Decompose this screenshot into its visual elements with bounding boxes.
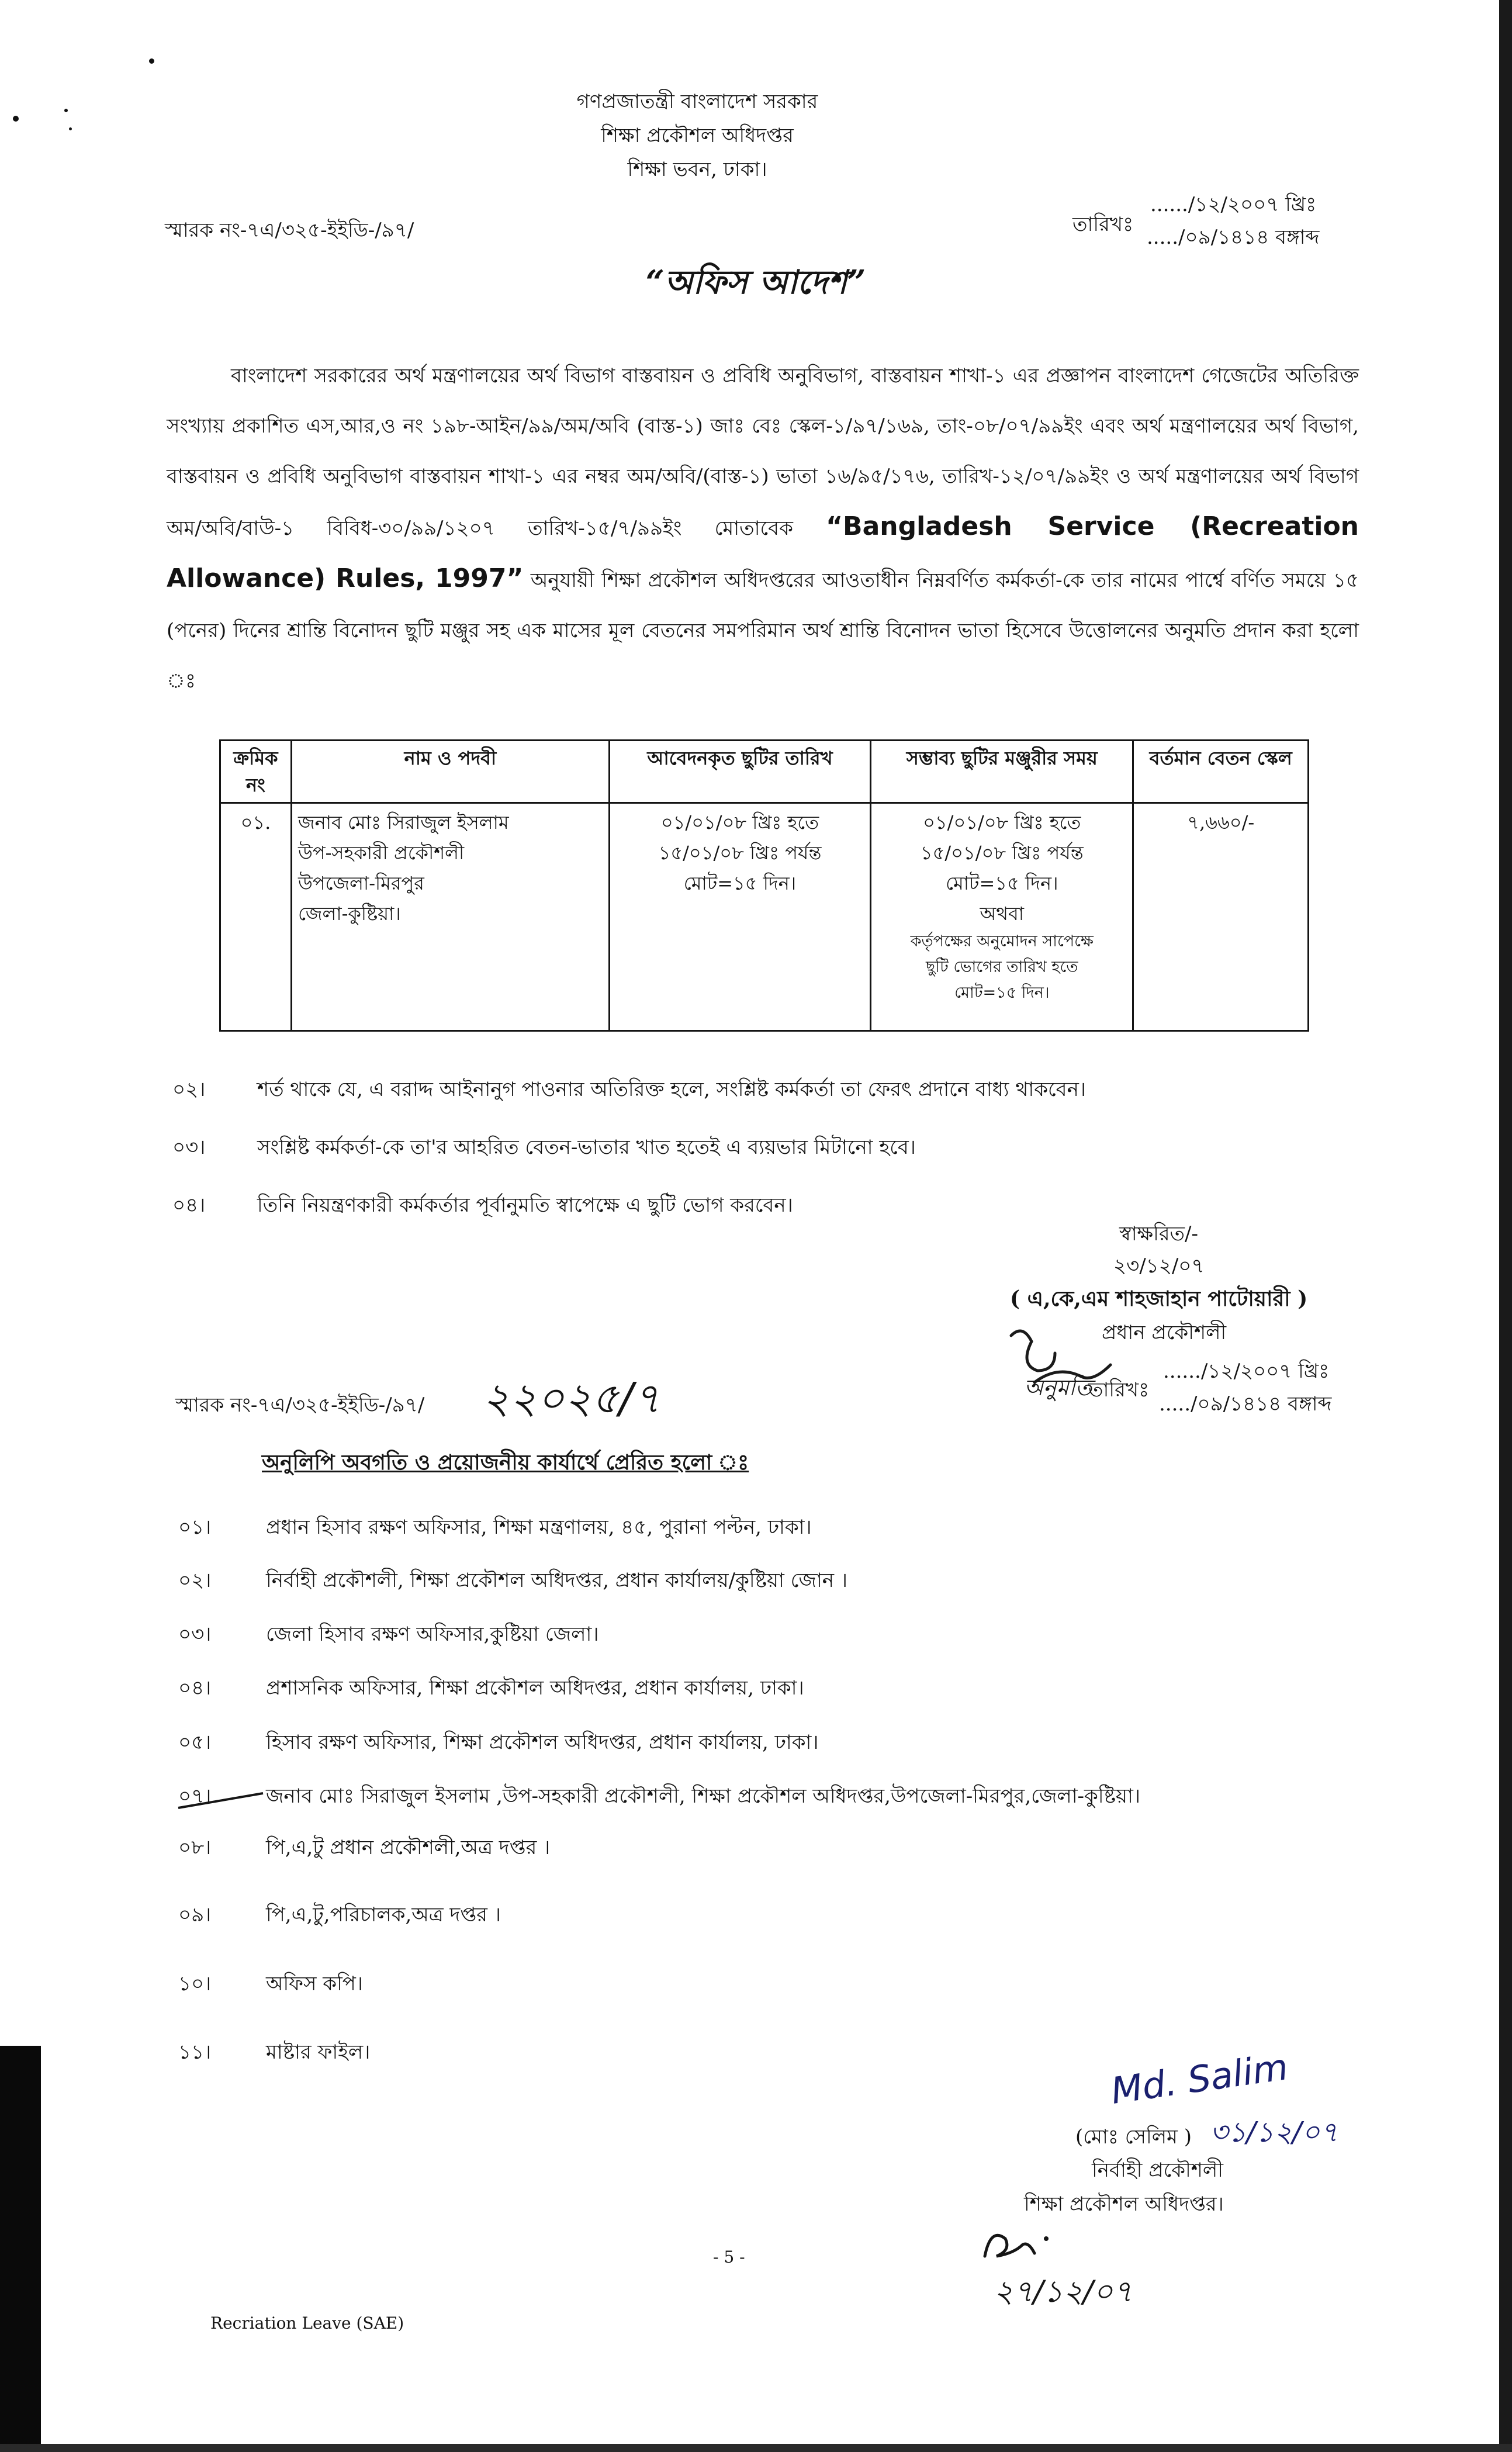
signatory-name: ( এ,কে,এম শাহজাহান পাটোয়ারী ) [1010,1286,1308,1311]
cc-item: ০৭। জনাব মোঃ সিরাজুল ইসলাম ,উপ-সহকারী প্রকৌশলী, শিক্ষা প্রকৌশল অধিদপ্তর,উপজেলা-মিরপুর,জেলা-কুষ্টিয়া। [178,1784,1140,1808]
cc-heading: অনুলিপি অবগতি ও প্রয়োজনীয় কার্যার্থে প্রেরিত হলো ঃ [262,1450,749,1475]
footer-label: Recriation Leave (SAE) [210,2313,404,2333]
scan-speck [64,109,68,112]
signed-mark: স্বাক্ষরিত/- [1119,1222,1198,1246]
memo2-date-english: ....../১২/২০০৭ খ্রিঃ [1163,1360,1330,1383]
cc-item: ০৪। প্রশাসনিক অফিসার, শিক্ষা প্রকৌশল অধিদপ্তর, প্রধান কার্যালয়, ঢাকা। [178,1676,804,1700]
handwritten-salim-signature: Md. Salim [1108,2045,1291,2112]
memo2-date-bengali: ...../০৯/১৪১৪ বঙ্গাব্দ [1159,1392,1332,1416]
date-english: ....../১২/২০০৭ খ্রিঃ [1150,193,1317,216]
col-possible-period: সম্ভাব্য ছুটির মঞ্জুরীর সময় [871,741,1133,803]
table-header-row [220,741,1309,803]
cell-name: জনাব মোঃ সিরাজুল ইসলাম উপ-সহকারী প্রকৌশলী উপজেলা-মিরপুর জেলা-কুষ্টিয়া। [291,803,609,1031]
cc-item: ০৮। পি,এ,টু প্রধান প্রকৌশলী,অত্র দপ্তর । [178,1836,551,1859]
cell-applied: ০১/০১/০৮ খ্রিঃ হতে ১৫/০১/০৮ খ্রিঃ পর্যন্ত মোট=১৫ দিন। [609,803,870,1031]
cc-item: ০৩। জেলা হিসাব রক্ষণ অফিসার,কুষ্টিয়া জেলা। [178,1623,599,1646]
memo2-number: স্মারক নং-৭এ/৩২৫-ইইডি-/৯৭/ [175,1393,425,1417]
col-serial: ক্রমিক নং [220,741,292,803]
leave-table [219,739,1309,1032]
handwritten-initial-date: ২৭/১২/০৭ [994,2274,1133,2309]
rules-title: “Bangladesh Service (Recreation Allowance) Rules, 1997” [167,511,1359,593]
condition-item: ০৪। তিনি নিয়ন্ত্রণকারী কর্মকর্তার পূর্বানুমতি স্বাপেক্ষে এ ছুটি ভোগ করবেন। [172,1194,793,1217]
condition-item: ০২। শর্ত থাকে যে, এ বরাদ্দ আইনানুগ পাওনার অতিরিক্ত হলে, সংশ্লিষ্ট কর্মকর্তা তা ফেরৎ প্রদানে বাধ্য থাকবেন। [172,1078,1087,1101]
header-department: শিক্ষা প্রকৌশল অধিদপ্তর [601,124,794,147]
strike-mark [175,1782,269,1817]
scan-speck [69,127,72,130]
col-pay-scale: বর্তমান বেতন স্কেল [1133,741,1309,803]
cell-possible: ০১/০১/০৮ খ্রিঃ হতে ১৫/০১/০৮ খ্রিঃ পর্যন্ত মোট=১৫ দিন। অথবা কর্তৃপক্ষের অনুমোদন সাপেক্ষে ছুটি ভোগের তারিখ হতে মোট=১৫ দিন। [871,803,1133,1031]
signatory2-designation: নির্বাহী প্রকৌশলী [1092,2159,1223,2182]
condition-item: ০৩। সংশ্লিষ্ট কর্মকর্তা-কে তা'র আহরিত বেতন-ভাতার খাত হতেই এ ব্যয়ভার মিটানো হবে। [172,1136,916,1159]
order-text-part2: অনুযায়ী শিক্ষা প্রকৌশল অধিদপ্তরের আওতাধীন নিম্নবর্ণিত কর্মকর্তা-কে তার নামের পার্শ্বে বর্ণিত সময়ে ১৫ (পনের) দিনের শ্রান্তি বিনোদন ছুটি মঞ্জুর সহ এক মাসের মূল বেতনের সমপরিমান অর্থ শ্রান্তি বিনোদন ভাতা হিসেবে উত্তোলনের অনুমতি প্রদান করা হলো ঃ [167,569,1359,693]
scan-speck [149,58,154,64]
header-government: গণপ্রজাতন্ত্রী বাংলাদেশ সরকার [576,90,818,113]
memo2-handwritten-number: ২২০২৫/৭ [482,1374,661,1423]
page-title: “অফিস আদেশ” [645,263,866,302]
header-address: শিক্ষা ভবন, ঢাকা। [627,158,767,181]
cc-item: ০৯। পি,এ,টু,পরিচালক,অত্র দপ্তর । [178,1903,501,1927]
date-bengali: ...../০৯/১৪১৪ বঙ্গাব্দ [1147,226,1320,249]
cc-item: ০১। প্রধান হিসাব রক্ষণ অফিসার, শিক্ষা মন্ত্রণালয়, ৪৫, পুরানা পল্টন, ঢাকা। [178,1516,812,1539]
table-row [220,803,1309,1031]
signatory2-office: শিক্ষা প্রকৌশল অধিদপ্তর। [1024,2192,1224,2216]
date-label: তারিখঃ [1072,213,1134,236]
cell-serial: ০১. [220,803,292,1031]
signatory-designation: প্রধান প্রকৌশলী [1102,1321,1227,1344]
cc-item: ০৫। হিসাব রক্ষণ অফিসার, শিক্ষা প্রকৌশল অধিদপ্তর, প্রধান কার্যালয়, ঢাকা। [178,1731,819,1754]
order-paragraph [167,351,1359,706]
signatory2-name: (মোঃ সেলিম ) [1075,2125,1192,2149]
signed-date: ২৩/১২/০৭ [1113,1254,1205,1278]
cc-item: ১০। অফিস কপি। [178,1972,364,1996]
memo-number: স্মারক নং-৭এ/৩২৫-ইইডি-/৯৭/ [165,219,414,242]
col-name: নাম ও পদবী [291,741,609,803]
cc-item: ১১। মাষ্টার ফাইল। [178,2041,371,2064]
col-applied-date: আবেদনকৃত ছুটির তারিখ [609,741,870,803]
page-number: - 5 - [713,2247,745,2267]
scan-shadow-bottom [0,2444,1512,2452]
handwritten-initial [976,2221,1058,2274]
scan-shadow-right [1499,0,1512,2452]
memo2-handwritten-initial: অনুমতি [1024,1375,1092,1400]
scan-speck [13,116,19,122]
memo2-date-label: তারিখঃ [1088,1378,1150,1402]
scan-shadow-left [0,2046,41,2452]
order-text-part1: বাংলাদেশ সরকারের অর্থ মন্ত্রণালয়ের অর্থ বিভাগ বাস্তবায়ন ও প্রবিধি অনুবিভাগ, বাস্তবায়ন শাখা-১ এর প্রজ্ঞাপন বাংলাদেশ গেজেটের অতিরিক্ত সংখ্যায় প্রকাশিত এস,আর,ও নং ১৯৮-আইন/৯৯/অম/অবি (বাস্ত-১) জাঃ বেঃ স্কেল-১/৯৭/১৬৯, তাং-০৮/০৭/৯৯ইং এবং অর্থ মন্ত্রণালয়ের অর্থ বিভাগ, বাস্তবায়ন ও প্রবিধি অনুবিভাগ বাস্তবায়ন শাখা-১ এর নম্বর অম/অবি/(বাস্ত-১) ভাতা ১৬/৯৫/১৭৬, তারিখ-১২/০৭/৯৯ইং ও অর্থ মন্ত্রণালয়ের অর্থ বিভাগ অম/অবি/বাউ-১ বিবিধ-৩০/৯৯/১২০৭ তারিখ-১৫/৭/৯৯ইং মোতাবেক [167,364,1359,540]
cc-item: ০২। নির্বাহী প্রকৌশলী, শিক্ষা প্রকৌশল অধিদপ্তর, প্রধান কার্যালয়/কুষ্টিয়া জোন । [178,1569,847,1592]
cell-scale: ৭,৬৬০/- [1133,803,1309,1031]
handwritten-sign-date: ৩১/১২/০৭ [1210,2116,1338,2149]
